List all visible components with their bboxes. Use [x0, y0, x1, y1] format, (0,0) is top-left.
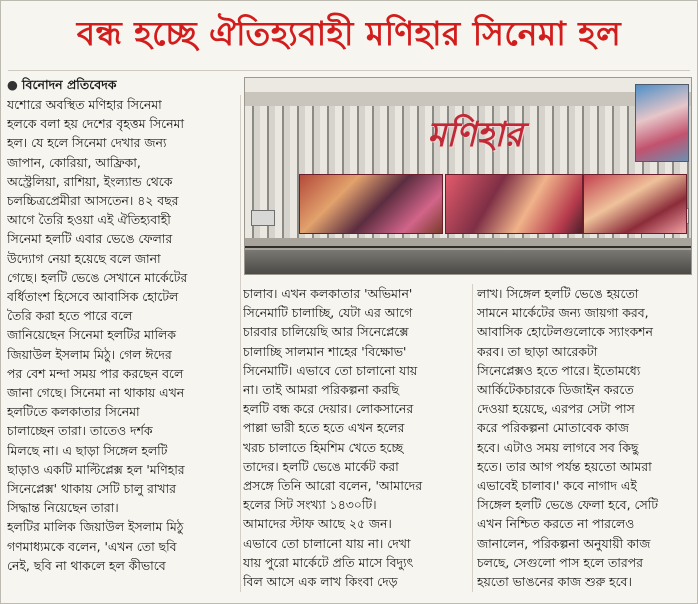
text-line: উদ্যোগ নেয়া হয়েছে বলে জানা: [7, 250, 161, 266]
photo-railing: [245, 246, 691, 248]
text-line: না। তাই আমরা পরিকল্পনা করছি: [243, 382, 400, 398]
text-line: চালাচ্ছেন তারা। তাতেও দর্শক: [7, 423, 153, 439]
text-line: লাখ। সিঙ্গেল হলটি ভেঙে হয়তো: [477, 286, 639, 301]
text-line: চালাচ্ছি সালমান শাহের 'বিক্ষোভ': [243, 343, 407, 359]
article-column-3: [477, 284, 691, 591]
byline-text: বিনোদন প্রতিবেদক: [21, 77, 117, 92]
text-line: চারবার চালিয়েছি আর সিনেপ্লেক্সে: [243, 324, 409, 340]
cinema-photo: [244, 77, 692, 275]
text-line: সামনে মার্কেটের জন্য জায়গা করব,: [477, 305, 649, 321]
text-line: এভাবে তো চালানো যায় না। দেখা: [243, 535, 411, 551]
byline: [7, 77, 237, 97]
film-poster: [445, 174, 583, 234]
text-line: হলের সিট সংখ্যা ১৪৩০টি।: [243, 497, 377, 513]
text-line: হলটির মালিক জিয়াউল ইসলাম মিঠু: [7, 519, 184, 535]
text-line: বর্ধিতাংশ হিসেবে আবাসিক হোটেল: [7, 289, 179, 305]
text-line: পর বেশ মন্দা সময় পার করছেন বলে: [7, 365, 184, 381]
text-line: এখন নিশ্চিত করতে না পারলেও: [477, 516, 635, 532]
column-divider: [472, 284, 473, 592]
text-line: চলচ্চিত্রপ্রেমীরা আসতেন। ৪২ বছর: [7, 193, 179, 209]
text-line: জানালেন, পরিকল্পনা অনুযায়ী কাজ: [477, 535, 651, 551]
text-line: হলটি বন্ধ করে দেয়ার। লোকসানের: [243, 401, 414, 417]
ac-unit: [251, 210, 275, 226]
photo-roof-band: [245, 92, 691, 106]
text-line: ছাড়াও একটি মাল্টিপ্লেক্স হল 'মণিহার: [7, 461, 185, 477]
text-line: সিনেমাটি চালাচ্ছি, যেটা এর আগে: [243, 305, 413, 321]
text-line: আমাদের স্টাফ আছে ২৫ জন।: [243, 516, 392, 532]
text-line: সিনেপ্লেক্সও হতে পারে। ইতোমধ্যে: [477, 362, 641, 378]
text-line: হবে। এটাও সময় লাগবে সব কিছু: [477, 439, 639, 455]
text-line: গেছে। হলটি ভেঙে সেখানে মার্কেটের: [7, 269, 188, 285]
bullet-icon: ●: [7, 77, 18, 92]
photo-ground: [245, 250, 691, 274]
text-line: হতে। তার আগ পর্যন্ত হয়তো আমরা: [477, 458, 652, 474]
article-column-2: [243, 284, 469, 591]
text-line: আগে তৈরি হওয়া এই ঐতিহ্যবাহী: [7, 212, 171, 228]
headline-rule: [8, 70, 690, 71]
text-line: প্রসঙ্গে তিনি আরো বলেন, 'আমাদের: [243, 478, 423, 494]
text-line: সিঙ্গেল হলটি ভেঙে ফেলা হবে, সেটি: [477, 497, 658, 513]
film-poster: [299, 174, 443, 234]
text-line: এভাবেই চালাব।' কবে নাগাদ এই: [477, 478, 637, 494]
text-line: করব। তা ছাড়া আরেকটা: [477, 343, 598, 359]
text-line: পাল্লা ভারী হতে হতে এখন হলের: [243, 420, 405, 436]
text-line: হয়তো ভাঙনের কাজ শুরু হবে।: [477, 574, 632, 590]
text-line: সিনেমাটি। এভাবে তো চালানো যায়: [243, 362, 418, 378]
text-line: চালাব। এখন কলকাতার 'অভিমান': [243, 286, 413, 301]
text-line: নেই, ছবি না থাকলে হল কীভাবে: [7, 557, 166, 573]
text-line: বিল আসে এক লাখ কিংবা দেড়: [243, 574, 398, 590]
text-line: হল। যে হলে সিনেমা দেখার জন্য: [7, 135, 167, 151]
column-divider: [240, 95, 241, 592]
text-line: হলকে বলা হয় দেশের বৃহত্তম সিনেমা: [7, 116, 185, 132]
poster-corner: [635, 84, 689, 162]
article-column-1: [7, 95, 239, 575]
text-line: হলটিতে কলকাতার সিনেমা: [7, 404, 140, 420]
text-line: আর্কিটেকচারকে ডিজাইন করতে: [477, 382, 634, 398]
text-line: জাপান, কোরিয়া, আফ্রিকা,: [7, 154, 141, 170]
text-line: সিদ্ধান্ত নিয়েছেন তারা।: [7, 500, 119, 516]
text-line: জানিয়েছেন সিনেমা হলটির মালিক: [7, 327, 176, 343]
text-line: গণমাধ্যমকে বলেন, 'এখন তো ছবি: [7, 538, 177, 554]
text-line: তাদের। হলটি ভেঙে মার্কেট করা: [243, 458, 399, 474]
text-line: জানা গেছে। সিনেমা না থাকায় এখন: [7, 385, 185, 401]
text-line: যশোরে অবস্থিত মণিহার সিনেমা: [7, 97, 162, 112]
text-line: চলছে, সেগুলো পাস হলে তারপর: [477, 554, 643, 570]
headline: বন্ধ হচ্ছে ঐতিহ্যবাহী মণিহার সিনেমা হল: [76, 14, 622, 53]
text-line: আবাসিক হোটেলগুলোকে স্যাংকশন: [477, 324, 653, 340]
film-poster: [583, 174, 687, 234]
text-line: সিনেপ্লেক্স' থাকায় সেটি চালু রাখার: [7, 481, 176, 497]
cinema-sign: মণিহার: [427, 114, 523, 155]
text-line: যায় পুরো মার্কেটে প্রতি মাসে বিদ্যুৎ: [243, 554, 414, 570]
photo-walkway: [245, 238, 691, 250]
text-line: করে পরিকল্পনা মোতাবেক কাজ: [477, 420, 629, 436]
text-line: সিনেমা হলটি এবার ভেঙে ফেলার: [7, 231, 173, 247]
text-line: খরচ চালাতে হিমশিম খেতে হচ্ছে: [243, 439, 404, 455]
text-line: তৈরি করা হতে পারে বলে: [7, 308, 133, 324]
text-line: মিলছে না। এ ছাড়া সিঙ্গেল হলটি: [7, 442, 168, 458]
text-line: জিয়াউল ইসলাম মিঠু। গেল ঈদের: [7, 346, 172, 362]
text-line: অস্ট্রেলিয়া, রাশিয়া, ইংল্যান্ড থেকে: [7, 173, 173, 189]
text-line: দেওয়া হয়েছে, এরপর সেটা পাস: [477, 401, 635, 417]
